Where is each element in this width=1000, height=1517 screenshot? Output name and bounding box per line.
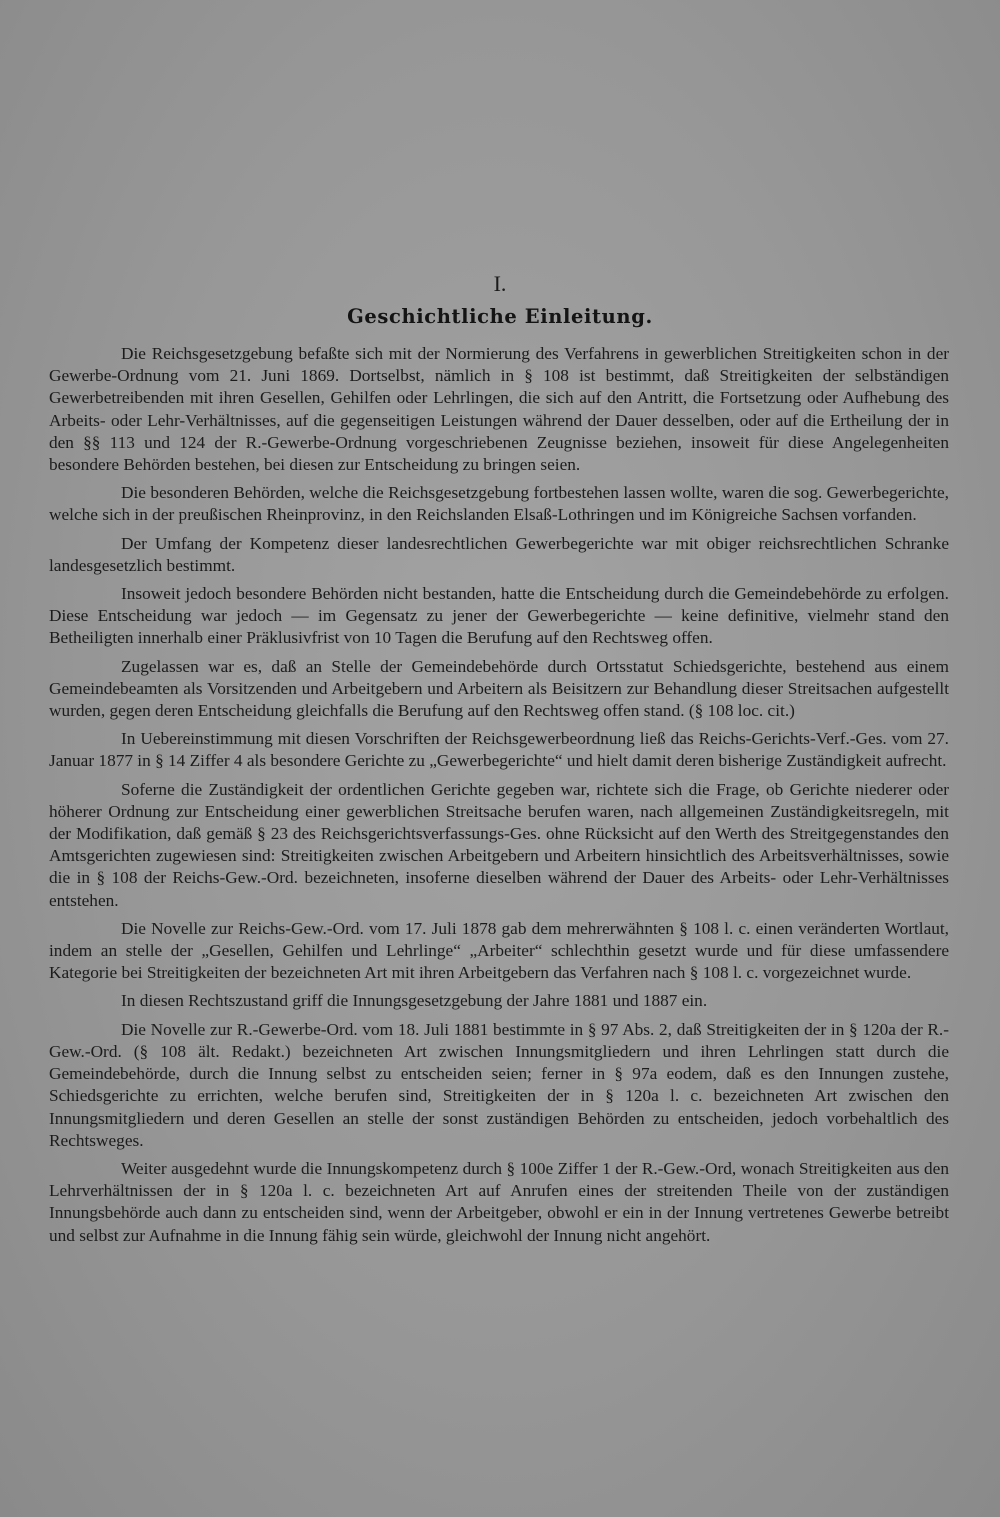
paragraph: Insoweit jedoch besondere Behörden nicht bestanden, hatte die Entscheidung durch die Gemeindebehörde zu erfolgen. Diese Entscheidung war jedoch — im Gegensatz zu jener der Gewerbegerichte — keine definitive, vielmehr stand den Betheiligten innerhalb einer Präklusivfrist von 10 Tagen die Berufung auf den Rechtsweg offen. — [49, 584, 949, 648]
paragraph: Weiter ausgedehnt wurde die Innungskompetenz durch § 100e Ziffer 1 der R.-Gew.-Ord, wonach Streitigkeiten aus den Lehrverhältnissen der in § 120a l. c. bezeichneten Art auf Anrufen eines der streitenden Theile von der zuständigen Innungsbehörde auch dann zu entscheiden sind, wenn der Arbeitgeber, obwohl er ein in der Innung vertretenes Gewerbe betreibt und selbst zur Aufnahme in die Innung fähig sein würde, gleichwohl der Innung nicht angehört. — [49, 1158, 949, 1245]
body-text — [49, 343, 949, 1253]
paragraph: Die Novelle zur Reichs-Gew.-Ord. vom 17. Juli 1878 gab dem mehrerwähnten § 108 l. c. einen veränderten Wortlaut, indem an stelle der „Gesellen, Gehilfen und Lehrlinge“ „Arbeiter“ schlechthin gesetzt wurde und für diese umfassendere Kategorie bei Streitigkeiten der bezeichneten Art mit ihren Arbeitgebern das Verfahren nach § 108 l. c. vorgezeichnet wurde. — [49, 918, 949, 983]
paragraph: Die Novelle zur R.-Gewerbe-Ord. vom 18. Juli 1881 bestimmte in § 97 Abs. 2, daß Streitigkeiten der in § 120a der R.-Gew.-Ord. (§ 108 ält. Redakt.) bezeichneten Art zwischen Innungsmitgliedern und ihren Lehrlingen statt durch die Gemeindebehörde, durch die Innung selbst zu entscheiden seien; ferner in § 97a eodem, daß es den Innungen zustehe, Schiedsgerichte zu errichten, welche berufen sind, Streitigkeiten der in § 120a l. c. bezeichneten Art zwischen den Innungsmitgliedern und deren Gesellen an stelle der sonst zuständigen Behörden zu entscheiden, jedoch vorbehaltlich des Rechtsweges. — [49, 1019, 949, 1150]
chapter-title: Geschichtliche Einleitung. — [347, 305, 653, 328]
paragraph: Zugelassen war es, daß an Stelle der Gemeindebehörde durch Ortsstatut Schiedsgerichte, bestehend aus einem Gemeindebeamten als Vorsitzenden und Arbeitgebern und Arbeitern als Beisitzern zur Behandlung dieser Streitsachen aufgestellt wurden, gegen deren Entscheidung gleichfalls die Berufung auf den Rechtsweg offen stand. (§ 108 loc. cit.) — [49, 656, 949, 721]
paragraph: In diesen Rechtszustand griff die Innungsgesetzgebung der Jahre 1881 und 1887 ein. — [121, 991, 708, 1011]
chapter-numeral: I. — [493, 271, 507, 296]
paragraph: Die Reichsgesetzgebung befaßte sich mit der Normierung des Verfahrens in gewerblichen Streitigkeiten schon in der Gewerbe-Ordnung vom 21. Juni 1869. Dortselbst, nämlich in § 108 ist bestimmt, daß Streitigkeiten der selbständigen Gewerbetreibenden mit ihren Gesellen, Gehilfen oder Lehrlingen, die sich auf den Antritt, die Fortsetzung oder Aufhebung des Arbeits- oder Lehr-Verhältnisses, auf die gegenseitigen Leistungen während der Dauer desselben, oder auf die Ertheilung der in den §§ 113 und 124 der R.-Gewerbe-Ordnung vorgeschriebenen Zeugnisse beziehen, insoweit für diese Angelegenheiten besondere Behörden bestehen, bei diesen zur Entscheidung zu bringen seien. — [49, 344, 949, 475]
paragraph: Der Umfang der Kompetenz dieser landesrechtlichen Gewerbegerichte war mit obiger reichsrechtlichen Schranke landesgesetzlich bestimmt. — [49, 533, 949, 575]
paragraph: Die besonderen Behörden, welche die Reichsgesetzgebung fortbestehen lassen wollte, waren die sog. Gewerbegerichte, welche sich in der preußischen Rheinprovinz, in den Reichslanden Elsaß-Lothringen und im Königreiche Sachsen vorfanden. — [49, 483, 949, 525]
paragraph: In Uebereinstimmung mit diesen Vorschriften der Reichsgewerbeordnung ließ das Reichs-Gerichts-Verf.-Ges. vom 27. Januar 1877 in § 14 Ziffer 4 als besondere Gerichte zu „Gewerbegerichte“ und hielt damit deren bisherige Zuständigkeit aufrecht. — [49, 729, 949, 771]
paragraph: Soferne die Zuständigkeit der ordentlichen Gerichte gegeben war, richtete sich die Frage, ob Gerichte niederer oder höherer Ordnung zur Entscheidung einer gewerblichen Streitsache berufen waren, nach allgemeinen Zuständigkeitsregeln, mit der Modifikation, daß gemäß § 23 des Reichsgerichtsverfassungs-Ges. ohne Rücksicht auf den Werth des Streitgegenstandes den Amtsgerichten zugewiesen sind: Streitigkeiten zwischen Arbeitgebern und Arbeitern hinsichtlich des Arbeitsverhältnisses, sowie die in § 108 der Reichs-Gew.-Ord. bezeichneten, insoferne dieselben während der Dauer des Arbeits- oder Lehr-Verhältnisses entstehen. — [49, 779, 949, 910]
